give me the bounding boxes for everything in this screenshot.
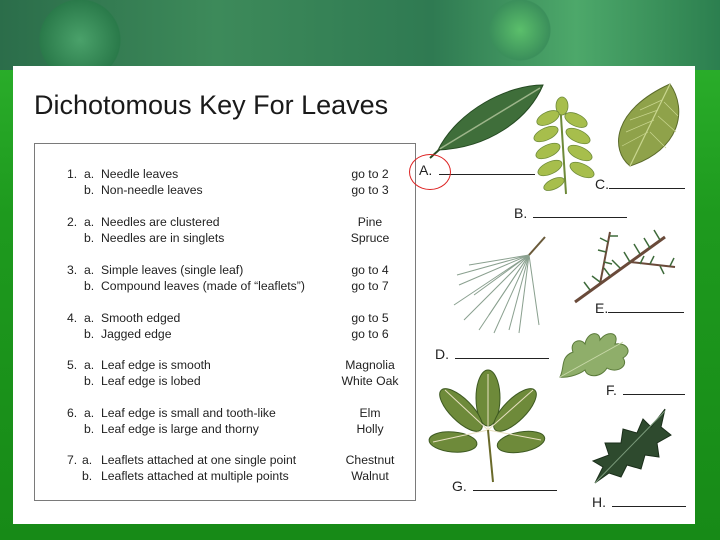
leaf-f-white-oak-image: [555, 322, 635, 382]
label-h: [592, 494, 686, 510]
option-result: Spruce: [350, 231, 390, 245]
label-a-letter: A.: [419, 162, 433, 178]
option-result: go to 6: [351, 327, 389, 341]
option-result: Pine: [357, 215, 383, 229]
label-b: [514, 205, 627, 221]
option-text: Compound leaves (made of “leaflets”): [101, 279, 305, 293]
leaf-e-spruce-image: [570, 222, 680, 307]
label-g: [452, 478, 557, 494]
option-text: Non-needle leaves: [101, 183, 203, 197]
step-number: 7.: [67, 453, 78, 467]
option-text: Smooth edged: [101, 311, 181, 325]
step-number: 2.: [67, 215, 78, 229]
option-letter: b.: [84, 374, 95, 388]
step-number: 6.: [67, 406, 78, 420]
option-result: go to 4: [351, 263, 389, 277]
answer-blank-g[interactable]: [473, 478, 557, 491]
option-text: Leaflets attached at one single point: [101, 453, 297, 467]
label-b-letter: B.: [514, 205, 528, 221]
option-result: go to 7: [351, 279, 389, 293]
decorative-banner: [0, 0, 720, 70]
option-letter: b.: [84, 327, 95, 341]
answer-blank-h[interactable]: [612, 494, 686, 507]
label-e: [595, 300, 684, 316]
option-letter: b.: [84, 183, 95, 197]
label-f-letter: F.: [606, 382, 617, 398]
option-text: Jagged edge: [101, 327, 172, 341]
option-result: Chestnut: [345, 453, 395, 467]
leaf-d-pine-image: [449, 235, 549, 335]
option-letter: a.: [84, 311, 95, 325]
option-text: Simple leaves (single leaf): [101, 263, 244, 277]
leaf-g-chestnut-image: [433, 370, 543, 485]
label-c: [595, 176, 685, 192]
step-number: 5.: [67, 358, 78, 372]
option-text: Leaf edge is small and tooth-like: [101, 406, 276, 420]
option-result: go to 2: [351, 167, 389, 181]
option-letter: b.: [82, 469, 93, 483]
label-g-letter: G.: [452, 478, 467, 494]
option-result: Holly: [356, 422, 384, 436]
answer-blank-b[interactable]: [533, 205, 627, 218]
leaf-b-walnut-image: [528, 96, 598, 196]
step-number: 4.: [67, 311, 78, 325]
answer-blank-d[interactable]: [455, 346, 549, 359]
label-f: [606, 382, 685, 398]
option-text: Needle leaves: [101, 167, 179, 181]
option-letter: a.: [84, 215, 95, 229]
option-text: Needles are clustered: [101, 215, 220, 229]
label-e-letter: E.: [595, 300, 609, 316]
option-result: White Oak: [341, 374, 399, 388]
option-result: Walnut: [351, 469, 389, 483]
option-text: Leaflets attached at multiple points: [101, 469, 289, 483]
option-letter: a.: [82, 453, 93, 467]
label-d-letter: D.: [435, 346, 449, 362]
answer-blank-e[interactable]: [608, 300, 684, 313]
option-letter: b.: [84, 231, 95, 245]
option-result: go to 3: [351, 183, 389, 197]
option-result: go to 5: [351, 311, 389, 325]
option-result: Magnolia: [345, 358, 395, 372]
label-d: [435, 346, 549, 362]
option-letter: a.: [84, 167, 95, 181]
answer-blank-a[interactable]: [439, 162, 535, 175]
leaf-c-elm-image: [600, 80, 688, 170]
label-c-letter: C.: [595, 176, 609, 192]
page-title: Dichotomous Key For Leaves: [34, 90, 389, 120]
option-letter: a.: [84, 358, 95, 372]
label-h-letter: H.: [592, 494, 606, 510]
step-number: 1.: [67, 167, 78, 181]
option-letter: b.: [84, 279, 95, 293]
option-text: Leaf edge is lobed: [101, 374, 201, 388]
option-result: Elm: [359, 406, 381, 420]
red-circle-annotation: [409, 154, 451, 190]
option-text: Leaf edge is large and thorny: [101, 422, 259, 436]
dichotomous-key-table: [34, 143, 416, 501]
option-letter: b.: [84, 422, 95, 436]
option-letter: a.: [84, 263, 95, 277]
option-text: Needles are in singlets: [101, 231, 225, 245]
leaf-h-holly-image: [585, 405, 675, 485]
answer-blank-c[interactable]: [609, 176, 685, 189]
option-letter: a.: [84, 406, 95, 420]
option-text: Leaf edge is smooth: [101, 358, 211, 372]
answer-blank-f[interactable]: [623, 382, 685, 395]
step-number: 3.: [67, 263, 78, 277]
